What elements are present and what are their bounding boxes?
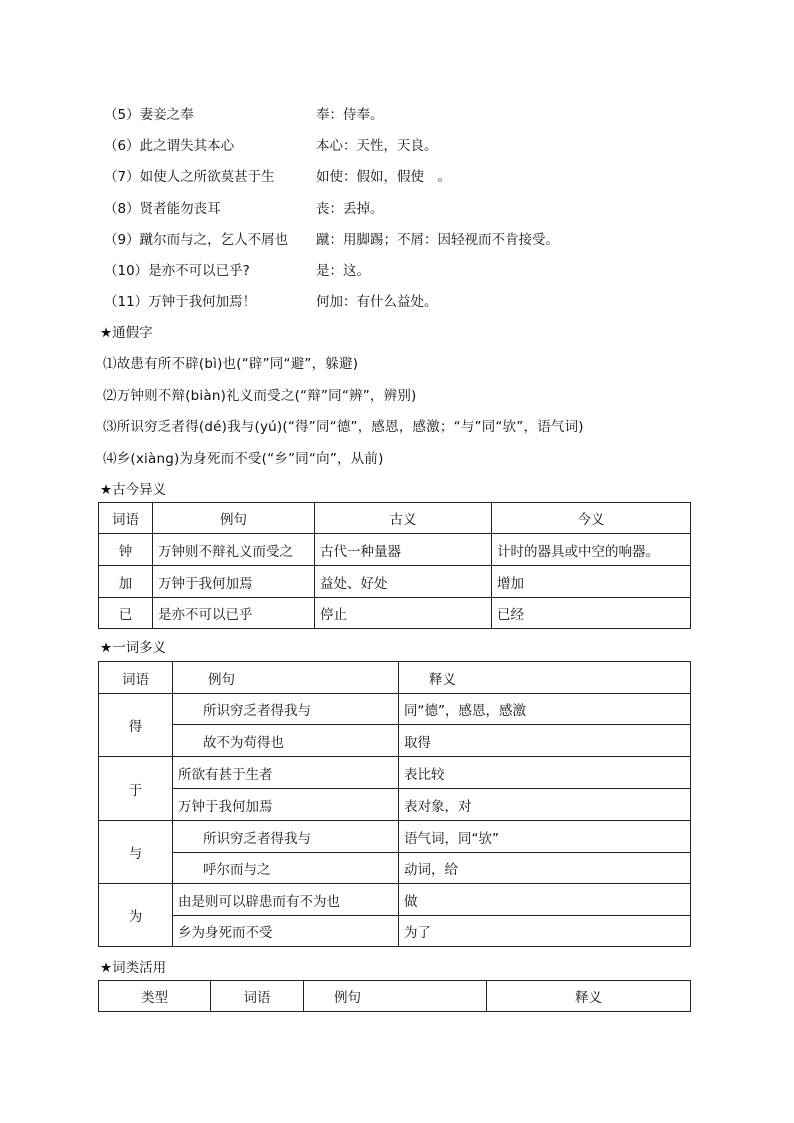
definition-meaning: 何加：有什么益处。: [316, 294, 438, 310]
table-cell-word: 已: [99, 598, 153, 629]
table-header-cell: 词语: [211, 981, 304, 1012]
section-heading-cilei: ★词类活用: [100, 960, 167, 976]
table-row: [99, 916, 691, 947]
definition-meaning: 是：这。: [316, 263, 370, 279]
table-cell-example: 乡为身死而不受: [173, 916, 399, 947]
table-cell-meaning: 取得: [399, 725, 691, 757]
table-cell-example: 故不为苟得也: [173, 725, 399, 757]
table-cell-modern: 已经: [492, 598, 691, 629]
definition-word: （8）贤者能勿丧耳: [104, 201, 221, 217]
section-heading-yici: ★一词多义: [100, 640, 167, 656]
definition-meaning: 本心：天性，天良。: [316, 138, 438, 154]
table-cell-ancient: 益处、好处: [315, 566, 492, 598]
table-header-cell: 今义: [492, 503, 691, 534]
gujin-table: [98, 502, 691, 629]
tongjiazi-item: ⑵万钟则不辩(biàn)礼义而受之(“辩”同“辨”，辨别): [103, 388, 417, 404]
header-label: 例句: [208, 671, 235, 688]
table-cell-meaning: 语气词，同“欤”: [399, 821, 691, 853]
table-header-cell: [399, 662, 691, 694]
tongjiazi-item: ⑴故患有所不辟(bì)也(“辟”同“避”，躲避): [103, 356, 359, 372]
table-cell-example: 所欲有甚于生者: [173, 757, 399, 789]
definition-word: （11）万钟于我何加焉！: [104, 294, 257, 310]
yici-table: [98, 661, 691, 947]
table-header-cell: [304, 981, 487, 1012]
table-cell-ancient: 停止: [315, 598, 492, 629]
cilei-table: [98, 980, 691, 1012]
table-row: [99, 821, 691, 853]
definition-word: （9）蹴尔而与之，乞人不屑也: [104, 232, 289, 248]
table-row: [99, 694, 691, 725]
table-cell-meaning: 为了: [399, 916, 691, 947]
table-header-cell: [173, 662, 399, 694]
table-cell-example: 所识穷乏者得我与: [173, 821, 399, 853]
table-header-row: [99, 662, 691, 694]
table-header-cell: 类型: [99, 981, 211, 1012]
table-cell-example: 万钟于我何加焉: [173, 789, 399, 821]
table-cell-word: 加: [99, 566, 153, 598]
table-cell-word: 钟: [99, 534, 153, 566]
header-label: 例句: [334, 990, 361, 1006]
table-row: [99, 757, 691, 789]
table-cell-meaning: 表比较: [399, 757, 691, 789]
table-header-cell: 例句: [153, 503, 315, 534]
table-header-cell: 释义: [487, 981, 691, 1012]
table-row: [99, 725, 691, 757]
table-cell-ancient: 古代一种量器: [315, 534, 492, 566]
table-row: [99, 534, 691, 566]
definition-meaning: 丧：丢掉。: [316, 201, 384, 217]
tongjiazi-item: ⑷乡(xiàng)为身死而不受(“乡”同“向”，从前): [103, 451, 384, 467]
section-heading-gujin: ★古今异义: [100, 482, 167, 498]
definition-word: （10）是亦不可以已乎?: [104, 263, 250, 279]
definition-meaning: 蹴：用脚踢；不屑：因轻视而不肯接受。: [316, 232, 559, 248]
table-cell-word: 得: [99, 694, 173, 757]
table-header-cell: 词语: [99, 662, 173, 694]
table-cell-example: 所识穷乏者得我与: [173, 694, 399, 725]
definition-meaning: 奉：侍奉。: [316, 107, 384, 123]
table-cell-modern: 计时的器具或中空的响器。: [492, 534, 691, 566]
table-cell-word: 与: [99, 821, 173, 884]
table-row: [99, 884, 691, 916]
table-header-row: [99, 981, 691, 1012]
tongjiazi-item: ⑶所识穷乏者得(dé)我与(yú)(“得”同“德”，感恩，感激；“与”同“欤”，语气词): [103, 419, 584, 435]
table-cell-word: 于: [99, 757, 173, 821]
table-cell-example: 由是则可以辟患而有不为也: [173, 884, 399, 916]
table-row: [99, 789, 691, 821]
table-cell-example: 万钟则不辩礼义而受之: [153, 534, 315, 566]
table-cell-meaning: 表对象，对: [399, 789, 691, 821]
table-row: [99, 566, 691, 598]
definition-word: （5）妻妾之奉: [104, 107, 194, 123]
header-label: 释义: [429, 671, 456, 688]
table-cell-modern: 增加: [492, 566, 691, 598]
definition-word: （6）此之谓失其本心: [104, 138, 235, 154]
table-cell-example: 是亦不可以已乎: [153, 598, 315, 629]
table-cell-example: 万钟于我何加焉: [153, 566, 315, 598]
table-header-cell: 古义: [315, 503, 492, 534]
definition-meaning: 如使：假如，假使 。: [316, 169, 451, 185]
table-row: [99, 598, 691, 629]
table-cell-word: 为: [99, 884, 173, 947]
table-cell-meaning: 动词，给: [399, 853, 691, 884]
table-row: [99, 853, 691, 884]
definition-word: （7）如使人之所欲莫甚于生: [104, 169, 275, 185]
section-heading-tongjiazi: ★通假字: [100, 325, 153, 341]
table-header-row: [99, 503, 691, 534]
table-cell-example: 呼尔而与之: [173, 853, 399, 884]
table-cell-meaning: 同“德”，感恩，感激: [399, 694, 691, 725]
table-cell-meaning: 做: [399, 884, 691, 916]
table-header-cell: 词语: [99, 503, 153, 534]
